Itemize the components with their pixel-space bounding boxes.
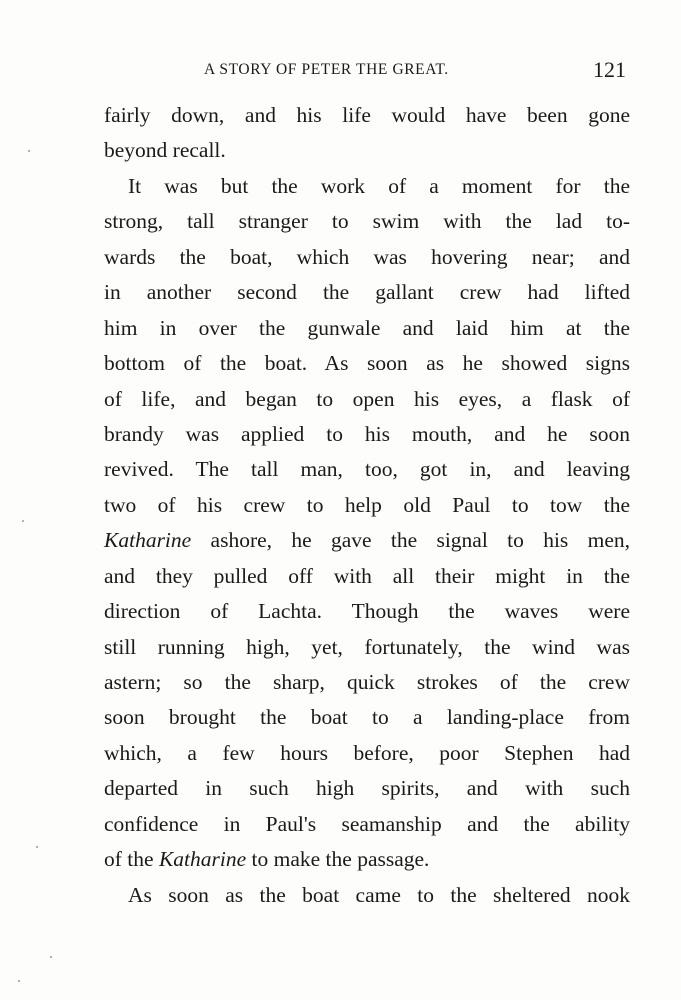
text-line: astern; so the sharp, quick strokes of the crew — [104, 670, 630, 694]
ship-name-italic: Katharine — [104, 528, 192, 553]
text-line: soon brought the boat to a landing-place from — [104, 705, 630, 730]
body-text — [104, 98, 630, 913]
text-line: still running high, yet, fortunately, the wind was — [104, 634, 630, 659]
text-line: departed in such high spirits, and with such — [104, 776, 630, 801]
text-line-with-italic — [104, 523, 630, 558]
text-line: brandy was applied to his mouth, and he soon — [104, 421, 630, 446]
line-remainder: ashore, he gave the signal to his men, — [210, 528, 630, 553]
text-line: him in over the gunwale and laid him at the — [104, 315, 630, 340]
text-line: in another second the gallant crew had lifted — [104, 280, 630, 305]
text-line: which, a few hours before, poor Stephen had — [104, 740, 630, 765]
text-line: strong, tall stranger to swim with the lad to- — [104, 209, 630, 234]
paragraph-start-line: It was but the work of a moment for the — [128, 173, 630, 198]
text-line: bottom of the boat. As soon as he showed signs — [104, 351, 630, 376]
text-line: direction of Lachta. Though the waves were — [104, 599, 630, 624]
text-line: of life, and began to open his eyes, a flask of — [104, 386, 630, 411]
text-line: beyond recall. — [104, 138, 226, 163]
text-line: revived. The tall man, too, got in, and leaving — [104, 457, 630, 482]
paragraph-start-line: As soon as the boat came to the sheltered nook — [128, 882, 630, 907]
text-line: fairly down, and his life would have been gone — [104, 103, 630, 127]
text-line: confidence in Paul's seamanship and the ability — [104, 811, 630, 836]
text-line: two of his crew to help old Paul to tow the — [104, 492, 630, 517]
page-number: 121 — [593, 57, 626, 82]
text-line: and they pulled off with all their might in the — [104, 563, 630, 588]
text-line: wards the boat, which was hovering near; and — [104, 244, 630, 269]
running-title: A STORY OF PETER THE GREAT. — [204, 61, 449, 78]
ship-name-italic: Katharine — [158, 847, 247, 872]
line-prefix: of the — [104, 847, 154, 872]
line-remainder: to make the passage. — [251, 847, 430, 872]
text-line-with-italic — [104, 842, 630, 877]
running-header — [104, 57, 630, 85]
